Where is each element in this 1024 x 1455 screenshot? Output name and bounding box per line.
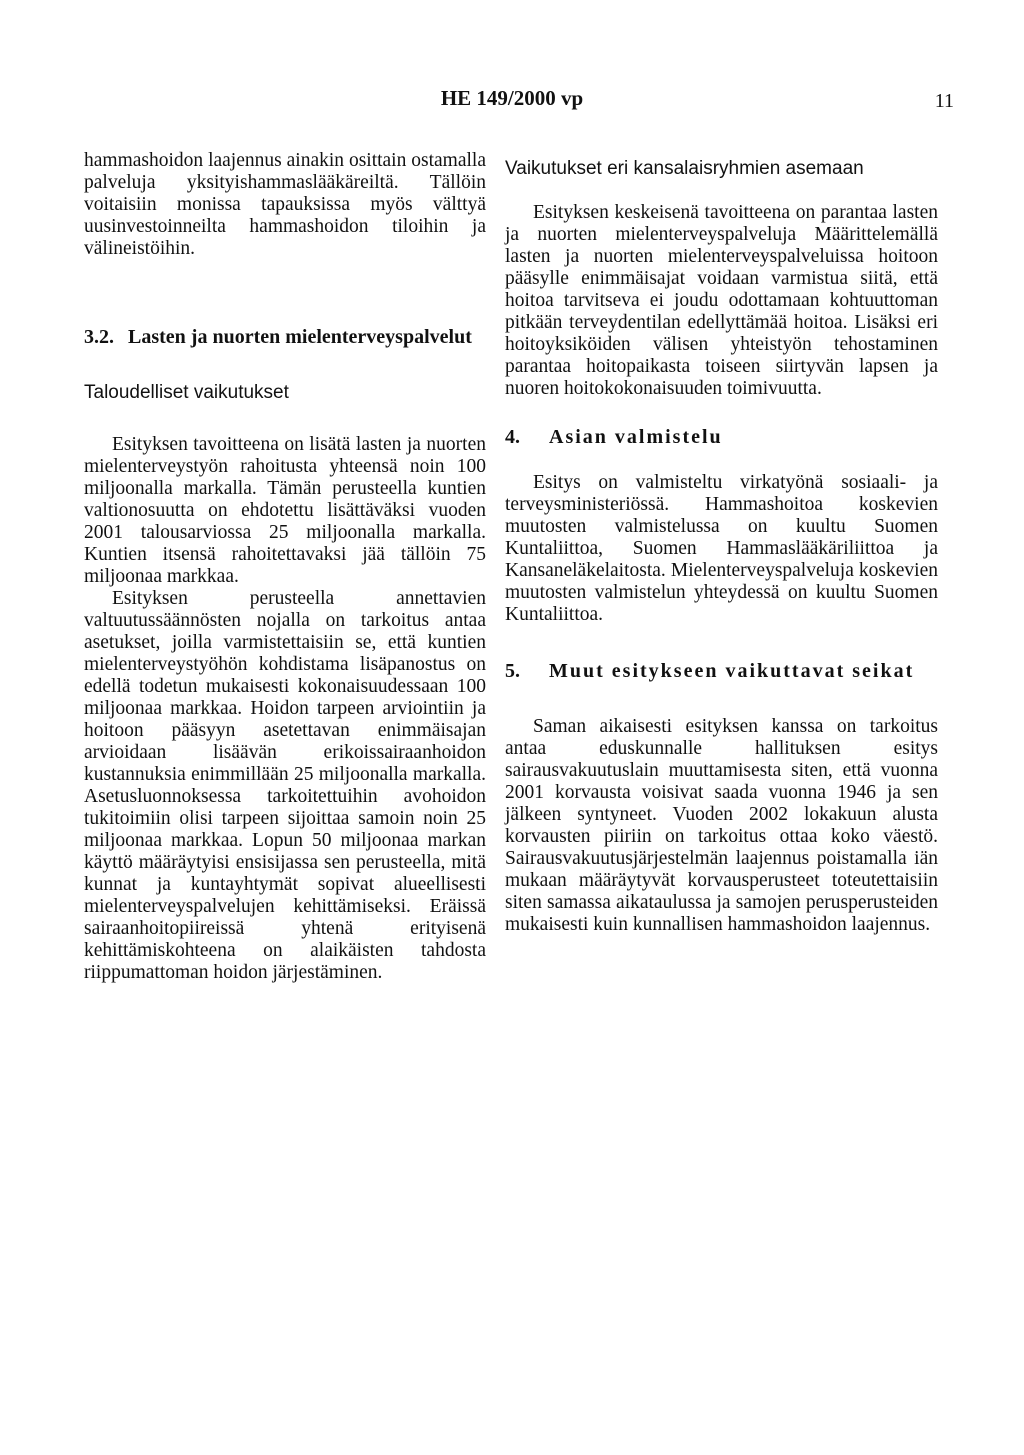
subheading-economic-effects: Taloudelliset vaikutukset	[84, 382, 289, 403]
section-heading-5	[505, 660, 938, 682]
left-column	[84, 150, 486, 984]
section-number: 3.2.	[84, 326, 114, 348]
section-title: Asian valmistelu	[549, 426, 723, 448]
document-header-title: HE 149/2000 vp	[440, 86, 584, 110]
section-number: 5.	[505, 660, 520, 682]
intro-paragraph: hammashoidon laajennus ainakin osittain ostamalla palveluja yksityishammaslääkäreiltä. Tällöin voitaisiin monissa tapauksissa myös välttyä uusinvestoinneilta hammashoidon tiloihin ja välineistöihin.	[84, 150, 486, 259]
section-heading-4	[505, 426, 938, 448]
paragraph: Esitys on valmisteltu virkatyönä sosiaali- ja terveysministeriössä. Hammashoitoa koskevien muutosten valmistelussa on kuultu Suomen Kuntaliittoa, Suomen Hammaslääkäriliittoa ja Kansaneläkelaitosta. Mielenterveyspalveluja koskevien muutosten valmistelun yhteydessä on kuultu Suomen Kuntaliittoa.	[505, 472, 938, 625]
section-number: 4.	[505, 426, 520, 448]
paragraph: Saman aikaisesti esityksen kanssa on tarkoitus antaa eduskunnalle hallituksen esitys sairausvakuutuslain muuttamisesta siten, että vuonna 2001 korvausta voisivat saada vuonna 1946 ja sen jälkeen syntyneet. Vuoden 2002 lokakuun alusta korvausten piiriin on tarkoitus ottaa koko väestö. Sairausvakuutusjärjestelmän laajennus poistamalla iän mukaan määräytyvät korvausperusteet toteutettaisiin siten samassa aikataulussa ja samojen perusperusteiden mukaisesti kuin kunnallisen hammashoidon laajennus.	[505, 716, 938, 935]
right-column	[505, 150, 938, 936]
page-number: 11	[934, 90, 954, 112]
section-title: Lasten ja nuorten mielenterveyspalvelut	[128, 326, 472, 348]
section-title: Muut esitykseen vaikuttavat seikat	[549, 660, 915, 682]
subheading-citizen-groups: Vaikutukset eri kansalaisryhmien asemaan	[505, 158, 864, 179]
paragraph: Esityksen tavoitteena on lisätä lasten ja nuorten mielenterveystyön rahoitusta yhteensä noin 100 miljoonalla markalla. Tämän perusteella kuntien valtionosuutta on ehdotettu lisättäväksi vuoden 2001 talousarviossa 25 miljoonalla markalla. Kuntien itsensä rahoitettavaksi jää tällöin 75 miljoonaa markkaa.	[84, 434, 486, 587]
paragraph: Esityksen perusteella annettavien valtuutussäännösten nojalla on tarkoitus antaa asetukset, joilla varmistettaisiin se, että kuntien mielenterveystyöhön kohdistama lisäpanostus on edellä todetun mukaisesti kokonaisuudessaan 100 miljoonaa markkaa. Hoidon tarpeen arviointiin ja hoitoon pääsyyn asetettavan enimmäisajan arvioidaan lisäävän erikoissairaanhoidon kustannuksia enimmillään 25 miljoonalla markalla. Asetusluonnoksessa tarkoitettuihin avohoidon tukitoimiin olisi tarpeen sijoittaa samoin noin 25 miljoonaa markkaa. Lopun 50 miljoonaa markan käyttö määräytyisi ensisijassa sen perusteella, mitä kunnat ja kuntayhtymät sopivat alueellisesti mielenterveyspalvelujen kehittämiseksi. Eräissä sairaanhoitopiireissä yhtenä erityisenä kehittämiskohteena on alaikäisten tahdosta riippumattoman hoidon järjestäminen.	[84, 588, 486, 983]
paragraph: Esityksen keskeisenä tavoitteena on parantaa lasten ja nuorten mielenterveyspalveluja Määrittelemällä lasten ja nuorten mielenterveyspalveluissa hoitoon pääsylle enimmäisajat voidaan varmistua siitä, että hoitoa tarvitseva ei joudu odottamaan kohtuuttoman pitkään terveydentilan edellyttämää hoitoa. Lisäksi eri hoitoyksiköiden välisen yhteistyön tehostaminen parantaa hoitopaikasta toiseen siirtyvän lapsen ja nuoren hoitokokonaisuuden toimivuutta.	[505, 202, 938, 399]
section-heading-3-2	[84, 326, 486, 348]
